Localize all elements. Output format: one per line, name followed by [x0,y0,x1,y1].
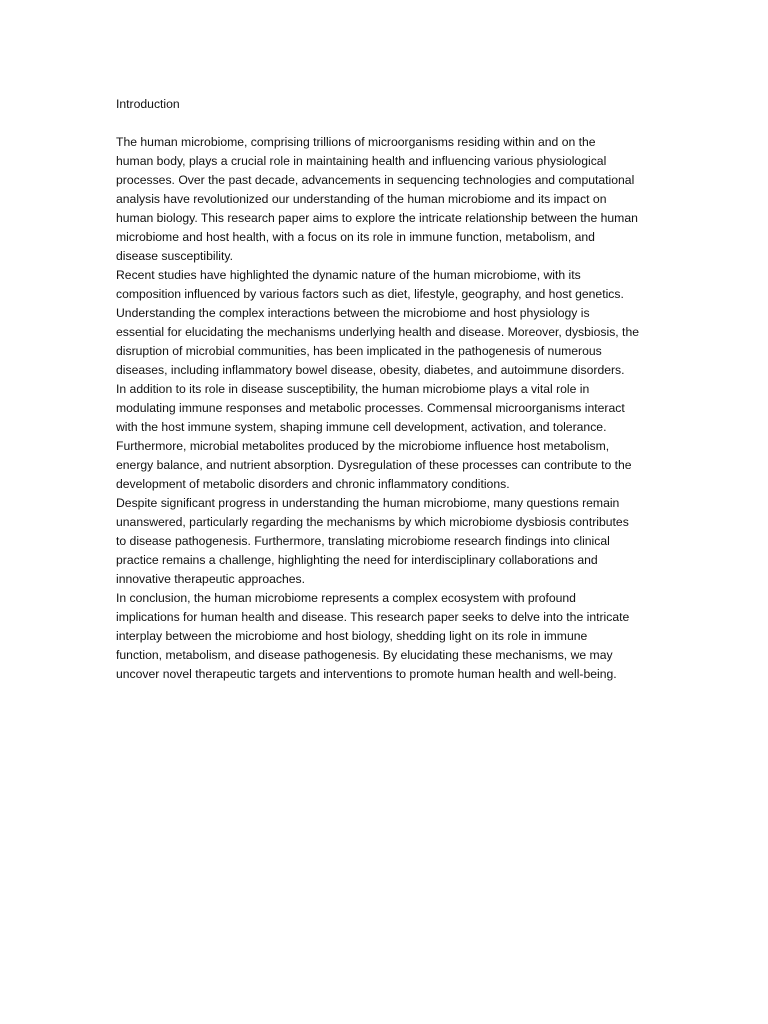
paragraph-line: with the host immune system, shaping immune cell development, activation, and tolerance. [116,420,607,434]
paragraph-line: Despite significant progress in understanding the human microbiome, many questions remain [116,496,620,510]
paragraph-line: human body, plays a crucial role in maintaining health and influencing various physiological [116,154,607,168]
paragraph-line: In conclusion, the human microbiome represents a complex ecosystem with profound [116,591,576,605]
paragraph-line: practice remains a challenge, highlighting the need for interdisciplinary collaborations and [116,553,598,567]
paragraph-line: modulating immune responses and metabolic processes. Commensal microorganisms interact [116,401,625,415]
body-paragraph [116,589,656,684]
paragraph-line: disruption of microbial communities, has been implicated in the pathogenesis of numerous [116,344,602,358]
paragraph-line: essential for elucidating the mechanisms underlying health and disease. Moreover, dysbiosis, the [116,325,640,339]
paragraph-line: analysis have revolutionized our understanding of the human microbiome and its impact on [116,192,607,206]
body-paragraph [116,380,656,494]
body-paragraph [116,266,656,380]
paragraph-line: innovative therapeutic approaches. [116,572,306,586]
paragraph-line: implications for human health and disease. This research paper seeks to delve into the intricate [116,610,630,624]
paragraph-line: disease susceptibility. [116,249,233,263]
paragraph-line: Recent studies have highlighted the dynamic nature of the human microbiome, with its [116,268,581,282]
paragraph-line: microbiome and host health, with a focus on its role in immune function, metabolism, and [116,230,595,244]
paragraph-line: unanswered, particularly regarding the mechanisms by which microbiome dysbiosis contributes [116,515,629,529]
paragraph-line: uncover novel therapeutic targets and interventions to promote human health and well-being. [116,667,617,681]
paragraph-container [116,133,656,684]
paragraph-line: Understanding the complex interactions between the microbiome and host physiology is [116,306,590,320]
paragraph-line: energy balance, and nutrient absorption. Dysregulation of these processes can contribute to the [116,458,632,472]
paragraph-line: Furthermore, microbial metabolites produced by the microbiome influence host metabolism, [116,439,610,453]
paragraph-line: function, metabolism, and disease pathogenesis. By elucidating these mechanisms, we may [116,648,613,662]
paragraph-line: development of metabolic disorders and chronic inflammatory conditions. [116,477,510,491]
paragraph-line: diseases, including inflammatory bowel disease, obesity, diabetes, and autoimmune disorders. [116,363,625,377]
paragraph-line: to disease pathogenesis. Furthermore, translating microbiome research findings into clinical [116,534,610,548]
paragraph-line: interplay between the microbiome and host biology, shedding light on its role in immune [116,629,588,643]
paragraph-line: The human microbiome, comprising trillions of microorganisms residing within and on the [116,135,596,149]
paragraph-line: In addition to its role in disease susceptibility, the human microbiome plays a vital role in [116,382,590,396]
document-body [116,95,656,684]
body-paragraph [116,133,656,266]
paragraph-line: human biology. This research paper aims to explore the intricate relationship between the human [116,211,638,225]
body-paragraph [116,494,656,589]
paragraph-line: composition influenced by various factors such as diet, lifestyle, geography, and host genetics. [116,287,624,301]
paragraph-line: processes. Over the past decade, advancements in sequencing technologies and computational [116,173,635,187]
section-heading: Introduction [116,97,180,111]
